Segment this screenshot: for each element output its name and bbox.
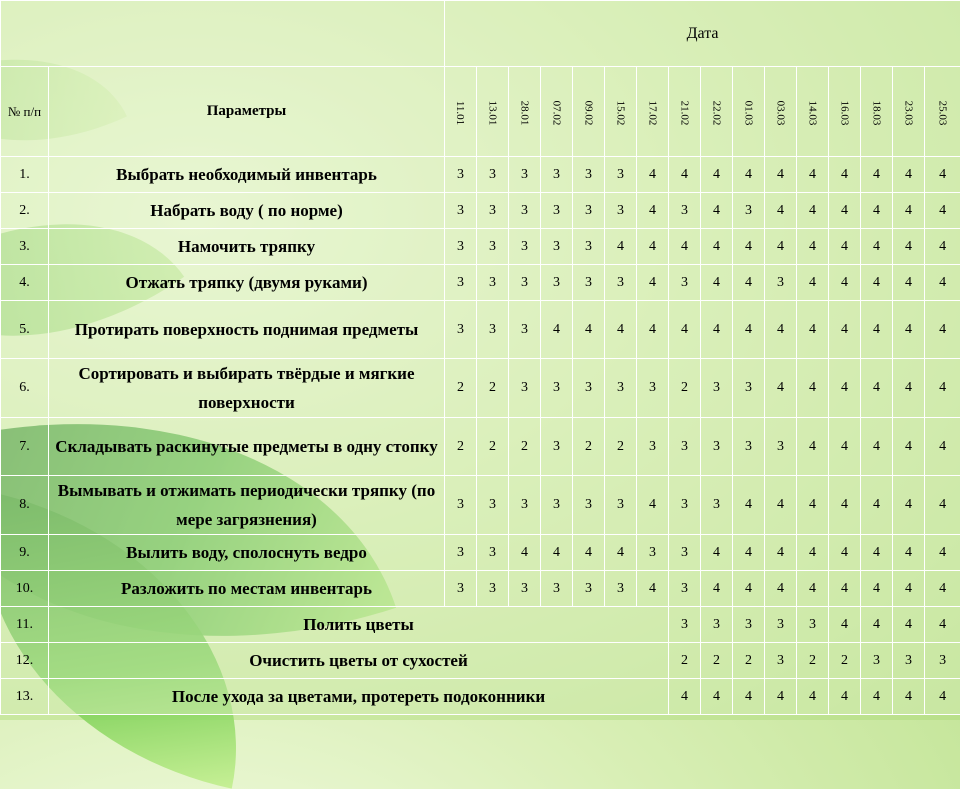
score-cell: 4 (797, 679, 829, 715)
score-cell: 2 (445, 359, 477, 418)
score-cell: 4 (797, 301, 829, 359)
score-cell: 4 (829, 265, 861, 301)
score-cell: 3 (765, 265, 797, 301)
date-column-header (861, 67, 893, 157)
score-cell: 4 (701, 265, 733, 301)
score-cell: 3 (541, 359, 573, 418)
table-row (1, 679, 960, 715)
score-cell: 4 (861, 301, 893, 359)
score-cell: 4 (925, 229, 960, 265)
score-cell: 4 (573, 301, 605, 359)
score-cell: 4 (733, 679, 765, 715)
date-column-header (925, 67, 960, 157)
score-cell: 4 (925, 607, 960, 643)
row-parameter: Вылить воду, сполоснуть ведро (49, 535, 445, 571)
score-cell: 4 (765, 193, 797, 229)
score-cell: 4 (733, 229, 765, 265)
table-row (1, 418, 960, 476)
score-cell: 3 (637, 359, 669, 418)
score-cell: 3 (605, 265, 637, 301)
date-label: 01.03 (743, 100, 755, 125)
row-parameter: После ухода за цветами, протереть подоконники (49, 679, 669, 715)
score-cell: 4 (893, 157, 925, 193)
score-cell: 4 (893, 679, 925, 715)
score-cell: 2 (605, 418, 637, 476)
score-cell: 4 (765, 476, 797, 535)
table-row (1, 643, 960, 679)
score-cell: 4 (829, 535, 861, 571)
row-parameter: Отжать тряпку (двумя руками) (49, 265, 445, 301)
date-label: 13.01 (487, 100, 499, 125)
score-cell: 4 (797, 571, 829, 607)
date-column-header (797, 67, 829, 157)
score-cell: 4 (861, 157, 893, 193)
score-cell: 3 (669, 571, 701, 607)
score-cell: 4 (733, 476, 765, 535)
score-cell: 4 (829, 193, 861, 229)
score-cell: 3 (445, 265, 477, 301)
score-cell: 3 (541, 193, 573, 229)
score-cell: 3 (701, 607, 733, 643)
score-cell: 4 (701, 679, 733, 715)
score-cell: 4 (605, 301, 637, 359)
row-number: 12. (1, 643, 49, 679)
score-cell: 3 (509, 571, 541, 607)
score-cell: 4 (925, 301, 960, 359)
score-cell: 3 (669, 418, 701, 476)
date-label: 23.03 (903, 100, 915, 125)
score-cell: 2 (445, 418, 477, 476)
row-number: 2. (1, 193, 49, 229)
date-column-header (605, 67, 637, 157)
score-cell: 4 (861, 265, 893, 301)
score-cell: 3 (445, 193, 477, 229)
score-cell: 4 (765, 535, 797, 571)
score-cell: 4 (605, 229, 637, 265)
score-cell: 3 (509, 229, 541, 265)
score-cell: 4 (605, 535, 637, 571)
score-cell: 3 (765, 643, 797, 679)
score-cell: 4 (669, 301, 701, 359)
row-parameter: Полить цветы (49, 607, 669, 643)
score-cell: 3 (541, 229, 573, 265)
score-cell: 4 (861, 535, 893, 571)
score-cell: 3 (893, 643, 925, 679)
row-parameter: Набрать воду ( по норме) (49, 193, 445, 229)
score-cell: 4 (701, 157, 733, 193)
score-cell: 4 (893, 229, 925, 265)
score-cell: 3 (669, 607, 701, 643)
num-header: № п/п (1, 67, 49, 157)
score-cell: 2 (797, 643, 829, 679)
row-number: 3. (1, 229, 49, 265)
score-cell: 4 (893, 476, 925, 535)
score-cell: 4 (861, 571, 893, 607)
score-cell: 3 (765, 607, 797, 643)
score-cell: 4 (637, 265, 669, 301)
score-cell: 4 (797, 157, 829, 193)
score-cell: 3 (445, 157, 477, 193)
score-cell: 4 (861, 193, 893, 229)
date-label: 07.02 (551, 100, 563, 125)
score-cell: 4 (733, 265, 765, 301)
score-cell: 3 (669, 193, 701, 229)
score-cell: 4 (893, 359, 925, 418)
date-label: 21.02 (679, 100, 691, 125)
score-cell: 4 (829, 418, 861, 476)
score-cell: 3 (605, 571, 637, 607)
score-cell: 4 (541, 301, 573, 359)
score-cell: 4 (925, 359, 960, 418)
score-cell: 4 (701, 571, 733, 607)
date-label: 03.03 (775, 100, 787, 125)
score-cell: 4 (669, 157, 701, 193)
row-parameter: Складывать раскинутые предметы в одну стопку (49, 418, 445, 476)
score-cell: 4 (637, 157, 669, 193)
score-cell: 4 (893, 193, 925, 229)
score-cell: 4 (797, 535, 829, 571)
date-header: Дата (445, 1, 960, 67)
row-number: 4. (1, 265, 49, 301)
score-cell: 3 (797, 607, 829, 643)
date-column-header (445, 67, 477, 157)
score-cell: 4 (829, 301, 861, 359)
score-cell: 3 (445, 229, 477, 265)
date-column-header (541, 67, 573, 157)
score-cell: 4 (925, 418, 960, 476)
score-cell: 3 (733, 607, 765, 643)
score-cell: 2 (733, 643, 765, 679)
score-cell: 4 (829, 359, 861, 418)
score-cell: 4 (829, 679, 861, 715)
date-label: 17.02 (647, 100, 659, 125)
date-label: 28.01 (519, 100, 531, 125)
score-cell: 3 (445, 571, 477, 607)
score-cell: 4 (797, 193, 829, 229)
table-row (1, 265, 960, 301)
score-cell: 3 (701, 418, 733, 476)
table-row (1, 535, 960, 571)
score-cell: 3 (605, 476, 637, 535)
row-number: 13. (1, 679, 49, 715)
row-number: 7. (1, 418, 49, 476)
score-cell: 3 (573, 157, 605, 193)
score-cell: 4 (925, 265, 960, 301)
score-cell: 4 (861, 359, 893, 418)
score-cell: 4 (637, 476, 669, 535)
score-cell: 3 (669, 535, 701, 571)
score-cell: 4 (765, 571, 797, 607)
table-row (1, 193, 960, 229)
score-cell: 4 (637, 571, 669, 607)
score-cell: 3 (509, 157, 541, 193)
score-cell: 2 (573, 418, 605, 476)
date-column-header (733, 67, 765, 157)
score-cell: 3 (733, 418, 765, 476)
score-cell: 4 (861, 418, 893, 476)
score-cell: 3 (733, 193, 765, 229)
score-cell: 3 (701, 476, 733, 535)
score-cell: 4 (637, 193, 669, 229)
score-cell: 3 (477, 229, 509, 265)
date-column-header (765, 67, 797, 157)
score-cell: 4 (541, 535, 573, 571)
date-label: 25.03 (937, 100, 949, 125)
score-cell: 4 (925, 476, 960, 535)
table-row (1, 359, 960, 418)
score-cell: 4 (765, 157, 797, 193)
score-cell: 3 (541, 157, 573, 193)
score-cell: 2 (477, 359, 509, 418)
row-parameter: Очистить цветы от сухостей (49, 643, 669, 679)
score-cell: 2 (829, 643, 861, 679)
table-row (1, 157, 960, 193)
score-cell: 3 (573, 359, 605, 418)
score-cell: 4 (829, 476, 861, 535)
score-cell: 3 (477, 157, 509, 193)
table-row (1, 301, 960, 359)
score-cell: 3 (605, 193, 637, 229)
score-cell: 4 (733, 157, 765, 193)
score-cell: 4 (861, 229, 893, 265)
score-cell: 4 (733, 571, 765, 607)
row-number: 6. (1, 359, 49, 418)
date-label: 09.02 (583, 100, 595, 125)
row-number: 10. (1, 571, 49, 607)
score-cell: 4 (701, 535, 733, 571)
score-cell: 3 (669, 265, 701, 301)
score-cell: 4 (765, 229, 797, 265)
score-cell: 3 (477, 301, 509, 359)
score-cell: 4 (797, 418, 829, 476)
score-cell: 3 (509, 265, 541, 301)
row-number: 9. (1, 535, 49, 571)
score-cell: 4 (733, 301, 765, 359)
score-cell: 3 (541, 571, 573, 607)
row-parameter: Вымывать и отжимать периодически тряпку (по мере загрязнения) (49, 476, 445, 535)
table-row (1, 229, 960, 265)
table-row (1, 571, 960, 607)
date-column-header (669, 67, 701, 157)
date-column-header (509, 67, 541, 157)
score-cell: 3 (573, 476, 605, 535)
score-cell: 4 (765, 679, 797, 715)
date-column-header (637, 67, 669, 157)
row-parameter: Выбрать необходимый инвентарь (49, 157, 445, 193)
date-label: 11.01 (455, 100, 467, 124)
score-cell: 3 (701, 359, 733, 418)
score-cell: 3 (477, 571, 509, 607)
score-cell: 4 (829, 607, 861, 643)
date-label: 15.02 (615, 100, 627, 125)
score-cell: 4 (573, 535, 605, 571)
date-label: 14.03 (807, 100, 819, 125)
score-cell: 2 (477, 418, 509, 476)
score-cell: 4 (925, 535, 960, 571)
score-cell: 4 (701, 301, 733, 359)
score-cell: 4 (669, 229, 701, 265)
score-cell: 2 (669, 359, 701, 418)
score-cell: 4 (701, 193, 733, 229)
date-column-header (477, 67, 509, 157)
table-row (1, 607, 960, 643)
score-cell: 2 (701, 643, 733, 679)
score-cell: 4 (829, 157, 861, 193)
date-label: 22.02 (711, 100, 723, 125)
score-cell: 3 (541, 476, 573, 535)
score-cell: 3 (477, 265, 509, 301)
score-cell: 3 (669, 476, 701, 535)
score-cell: 3 (573, 193, 605, 229)
score-cell: 4 (733, 535, 765, 571)
table-row (1, 476, 960, 535)
date-column-header (573, 67, 605, 157)
header-row (1, 67, 960, 157)
score-cell: 3 (605, 157, 637, 193)
score-cell: 4 (925, 157, 960, 193)
score-cell: 3 (637, 418, 669, 476)
score-cell: 3 (733, 359, 765, 418)
params-header: Параметры (49, 67, 445, 157)
score-cell: 4 (797, 229, 829, 265)
score-cell: 4 (893, 607, 925, 643)
date-label: 16.03 (839, 100, 851, 125)
score-cell: 4 (701, 229, 733, 265)
score-cell: 3 (637, 535, 669, 571)
score-cell: 4 (893, 571, 925, 607)
row-parameter: Сортировать и выбирать твёрдые и мягкие поверхности (49, 359, 445, 418)
score-cell: 4 (925, 571, 960, 607)
score-cell: 4 (861, 679, 893, 715)
score-cell: 3 (445, 535, 477, 571)
date-label: 18.03 (871, 100, 883, 125)
date-column-header (829, 67, 861, 157)
score-cell: 3 (573, 229, 605, 265)
score-cell: 4 (893, 301, 925, 359)
score-cell: 3 (509, 301, 541, 359)
score-cell: 4 (669, 679, 701, 715)
score-cell: 3 (573, 265, 605, 301)
header-blank-cell (1, 1, 445, 67)
score-cell: 4 (861, 607, 893, 643)
score-cell: 4 (829, 571, 861, 607)
row-number: 1. (1, 157, 49, 193)
row-parameter: Разложить по местам инвентарь (49, 571, 445, 607)
score-cell: 4 (861, 476, 893, 535)
row-number: 11. (1, 607, 49, 643)
score-cell: 2 (509, 418, 541, 476)
score-cell: 4 (925, 193, 960, 229)
score-cell: 4 (765, 359, 797, 418)
row-number: 8. (1, 476, 49, 535)
score-cell: 4 (797, 359, 829, 418)
score-cell: 3 (861, 643, 893, 679)
score-cell: 3 (605, 359, 637, 418)
score-cell: 3 (477, 193, 509, 229)
score-cell: 3 (573, 571, 605, 607)
score-cell: 3 (541, 265, 573, 301)
score-cell: 4 (637, 301, 669, 359)
score-cell: 3 (765, 418, 797, 476)
date-column-header (701, 67, 733, 157)
score-cell: 3 (925, 643, 960, 679)
score-cell: 4 (765, 301, 797, 359)
score-cell: 4 (829, 229, 861, 265)
score-cell: 3 (477, 535, 509, 571)
score-cell: 3 (509, 193, 541, 229)
row-number: 5. (1, 301, 49, 359)
score-cell: 4 (797, 476, 829, 535)
score-cell: 3 (509, 476, 541, 535)
score-cell: 4 (893, 418, 925, 476)
row-parameter: Протирать поверхность поднимая предметы (49, 301, 445, 359)
date-column-header (893, 67, 925, 157)
score-cell: 4 (637, 229, 669, 265)
score-cell: 2 (669, 643, 701, 679)
score-cell: 3 (477, 476, 509, 535)
score-cell: 4 (893, 265, 925, 301)
header-row-top (1, 1, 960, 67)
score-cell: 3 (445, 301, 477, 359)
score-cell: 3 (541, 418, 573, 476)
score-cell: 4 (893, 535, 925, 571)
score-cell: 4 (925, 679, 960, 715)
score-cell: 4 (797, 265, 829, 301)
row-parameter: Намочить тряпку (49, 229, 445, 265)
score-cell: 3 (509, 359, 541, 418)
score-cell: 3 (445, 476, 477, 535)
score-cell: 4 (509, 535, 541, 571)
